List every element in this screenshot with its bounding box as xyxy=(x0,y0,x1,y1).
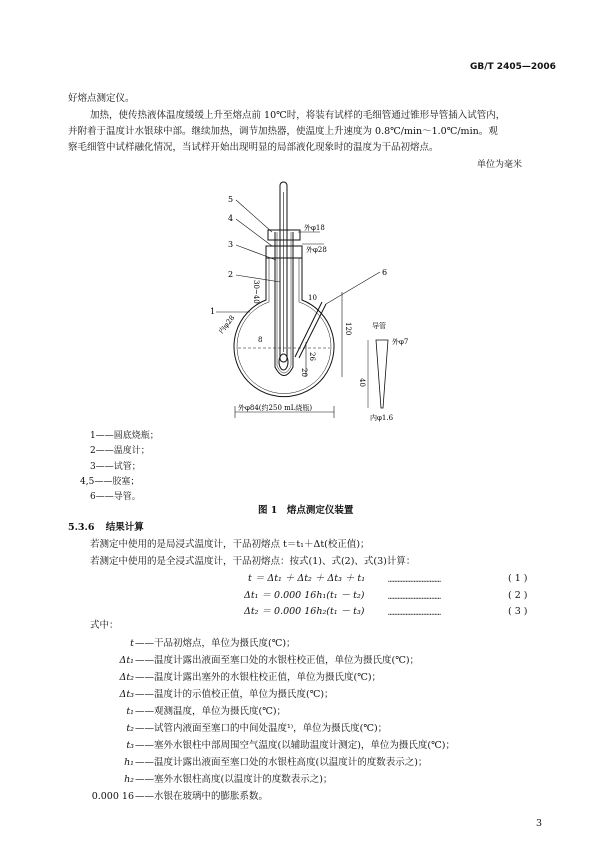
leader-dots: …………………………… xyxy=(388,608,441,617)
dim-inner-neck: 内φ28 xyxy=(217,313,237,336)
callout-2: 2 xyxy=(228,270,234,279)
callout-4: 4 xyxy=(228,214,234,223)
leader-dots: …………………………… xyxy=(388,575,441,584)
definition-text: ——干品初熔点，单位为摄氏度(℃)； xyxy=(135,638,296,649)
thermometer-drawing xyxy=(279,182,288,370)
legend-item: 4,5——胶塞； xyxy=(80,477,140,487)
unit-note: 单位为毫米 xyxy=(477,160,523,170)
guide-tube-label: 导管 xyxy=(372,322,386,330)
callout-6: 6 xyxy=(382,268,388,277)
definition-text: ——水银在玻璃中的膨胀系数。 xyxy=(135,791,269,802)
figure-caption: 图 1 熔点测定仪装置 xyxy=(258,505,354,516)
dim-30-40: 30~40 xyxy=(252,280,260,304)
equation-number-2: ( 2 ) xyxy=(508,590,528,601)
definition-text: ——试管内液面至塞口的中间处温度¹⁾，单位为摄氏度(℃)； xyxy=(135,723,388,734)
guide-tube-detail-drawing xyxy=(358,321,408,422)
definition-text: ——塞外水银柱中部周围空气温度(以辅助温度计测定)，单位为摄氏度(℃)； xyxy=(135,740,455,751)
intro-para-line1: 加热，使传热液体温度缓缓上升至熔点前 10℃时，将装有试样的毛细管通过锥形导管插入试管内， xyxy=(90,110,506,121)
definition-text: ——温度计露出液面至塞口处的水银柱高度(以温度计的度数表示之)； xyxy=(135,757,428,768)
equation-3: Δt₂ ＝ 0.000 16h₂(t₁ － t₃) xyxy=(244,606,365,617)
leader-dots: …………………………… xyxy=(388,592,441,601)
definition-text: ——温度计的示值校正值，单位为摄氏度(℃)； xyxy=(135,689,334,700)
dim-outer-28: 外φ28 xyxy=(306,246,327,254)
callout-1: 1 xyxy=(210,307,216,316)
definition-symbol: Δt₂ xyxy=(119,672,134,683)
definition-symbol: h₂ xyxy=(124,774,134,785)
melting-point-apparatus-figure xyxy=(200,172,440,424)
legend-item: 6——导管。 xyxy=(90,492,141,502)
intro-para-line2: 并附着于温度计水银球中部。继续加热，调节加热器，使温度上升速度为 0.8℃/min～1.0℃/min。观 xyxy=(68,126,498,137)
standard-number: GB/T 2405—2006 xyxy=(470,62,556,72)
definition-symbol: Δt₃ xyxy=(119,689,134,700)
intro-para-line3: 察毛细管中试样融化情况，当试样开始出现明显的局部液化现象时的温度为干品初熔点。 xyxy=(68,142,439,153)
guide-tube-inner-drawing xyxy=(295,302,322,357)
callout-5: 5 xyxy=(228,195,234,204)
definition-symbol: t xyxy=(130,638,134,649)
legend-item: 1——圆底烧瓶； xyxy=(90,431,159,441)
definition-text: ——观测温度，单位为摄氏度(℃)； xyxy=(135,706,287,717)
section-heading xyxy=(68,522,144,534)
intro-line: 好熔点测定仪。 xyxy=(68,93,135,104)
equation-1: t ＝ Δt₁ ＋ Δt₂ ＋ Δt₃ ＋ t₁ xyxy=(248,573,366,584)
page-number: 3 xyxy=(536,818,543,829)
where-label: 式中： xyxy=(90,620,119,631)
definition-symbol: t₃ xyxy=(126,740,134,751)
legend-item: 2——温度计； xyxy=(90,446,150,456)
dim-outer-18: 外φ18 xyxy=(304,224,325,232)
section-line1: 若测定中使用的是局浸式温度计，干品初熔点 t＝t₁＋Δt(校正值)； xyxy=(90,539,370,550)
legend-item: 3——试管； xyxy=(90,462,141,472)
definition-symbol: h₁ xyxy=(124,757,134,768)
upper-stopper-drawing xyxy=(268,230,300,240)
section-title: 结果计算 xyxy=(105,522,144,533)
dim-20: 20 xyxy=(300,368,308,377)
definition-text: ——温度计露出塞外的水银柱校正值，单位为摄氏度(℃)； xyxy=(135,672,382,683)
dim-inner-1-6: 内φ1.6 xyxy=(370,414,394,422)
section-line2: 若测定中使用的是全浸式温度计，干品初熔点：按式(1)、式(2)、式(3)计算： xyxy=(90,556,416,567)
dim-8: 8 xyxy=(258,336,263,344)
lower-stopper-drawing xyxy=(266,246,302,258)
equation-number-1: ( 1 ) xyxy=(508,573,528,584)
definition-text: ——塞外水银柱高度(以温度计的度数表示之)； xyxy=(135,774,333,785)
definition-symbol: Δt₁ xyxy=(119,655,134,666)
definition-symbol: t₂ xyxy=(126,723,134,734)
dim-40: 40 xyxy=(358,378,366,387)
dim-flask-bottom: 外φ84(约250 mL烧瓶) xyxy=(238,404,313,412)
dim-120: 120 xyxy=(344,322,352,336)
dim-outer-7: 外φ7 xyxy=(392,338,409,346)
callout-3: 3 xyxy=(228,240,234,249)
dim-26: 26 xyxy=(308,352,316,361)
definition-text: ——温度计露出液面至塞口处的水银柱校正值，单位为摄氏度(℃)； xyxy=(135,655,420,666)
dim-10: 10 xyxy=(308,294,317,302)
definition-symbol: t₁ xyxy=(126,706,134,717)
equation-number-3: ( 3 ) xyxy=(508,606,528,617)
definition-symbol: 0.000 16 xyxy=(91,791,134,802)
section-number: 5.3.6 xyxy=(68,522,95,533)
equation-2: Δt₁ ＝ 0.000 16h₁(t₁ － t₂) xyxy=(244,590,365,601)
